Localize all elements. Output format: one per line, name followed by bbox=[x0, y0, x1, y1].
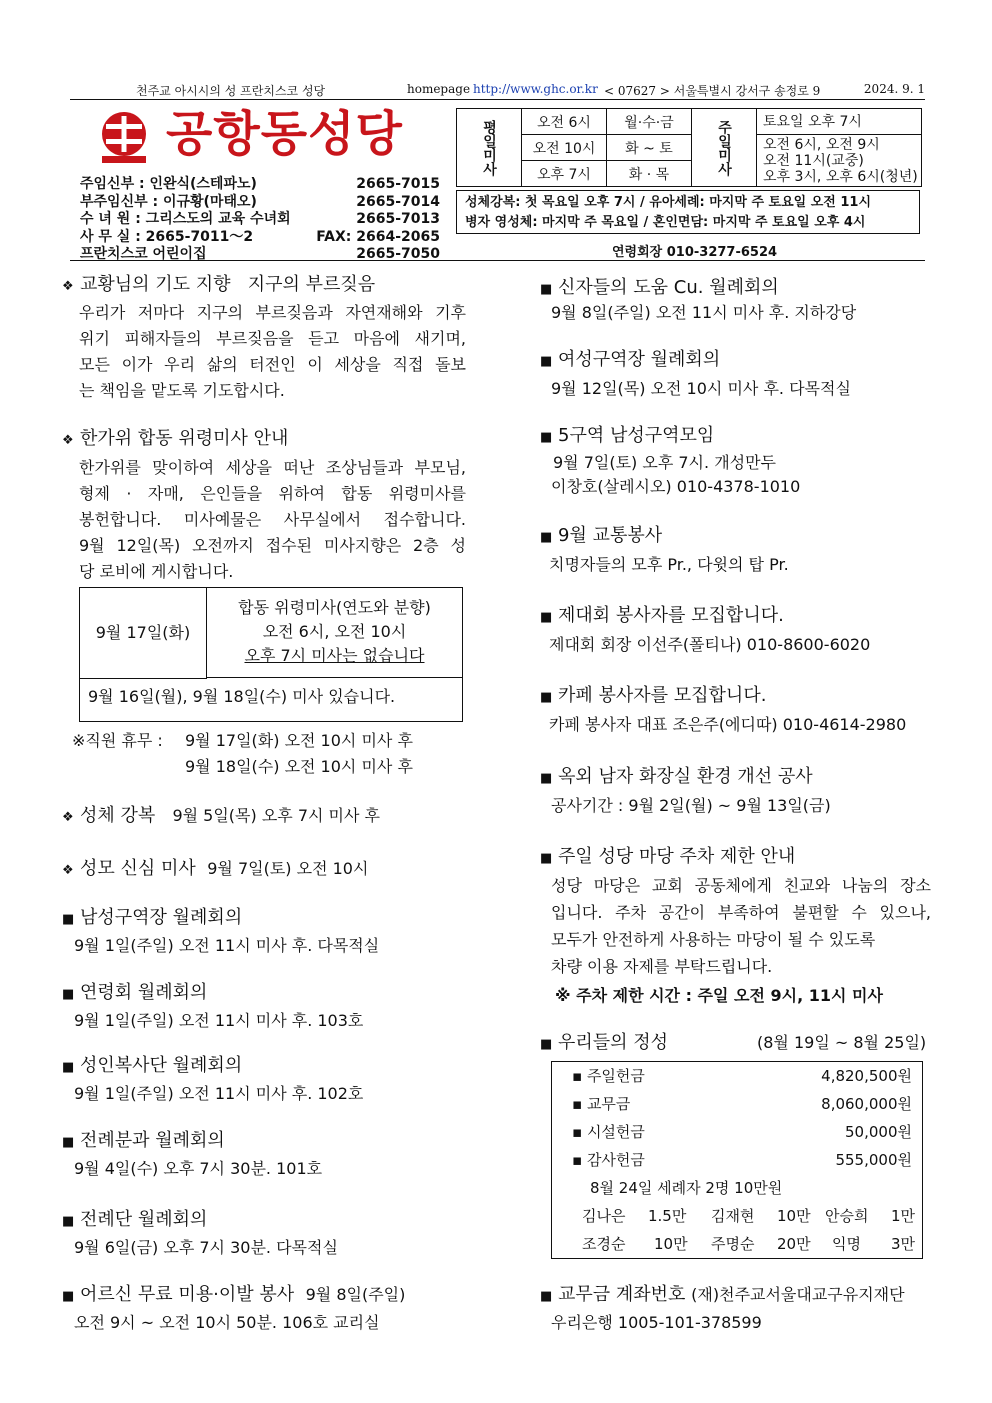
diamond-bullet-icon: ❖ bbox=[62, 863, 74, 878]
dot-bullet-icon: ▪ bbox=[572, 1095, 587, 1113]
offering-period: (8월 19일 ~ 8월 25일) bbox=[757, 1033, 927, 1052]
address: < 07627 > 서울특별시 강서구 송정로 9 bbox=[604, 84, 821, 98]
notice-heading: ■ 신자들의 도움 Cu. 월례회의 bbox=[540, 276, 779, 302]
square-bullet-icon: ■ bbox=[540, 610, 553, 625]
square-bullet-icon: ■ bbox=[62, 1289, 75, 1304]
sunday-mass-label: 주일미사 bbox=[692, 109, 757, 187]
notice-heading: ■ 여성구역장 월례회의 bbox=[540, 348, 720, 374]
header-rule bbox=[70, 260, 925, 261]
notice-heading: ■ 전례단 월례회의 bbox=[62, 1208, 207, 1234]
square-bullet-icon: ■ bbox=[540, 282, 553, 297]
sacrament-notice: 성체강복: 첫 목요일 오후 7시 / 유아세례: 마지막 주 토요일 오전 11시 병자 영성체: 마지막 주 목요일 / 혼인면담: 마지막 주 토요일 오후 4시 bbox=[456, 190, 920, 234]
notice-heading: ■ 전례분과 월례회의 bbox=[62, 1129, 225, 1155]
square-bullet-icon: ■ bbox=[540, 530, 553, 545]
diamond-bullet-icon: ❖ bbox=[62, 433, 74, 448]
square-bullet-icon: ■ bbox=[62, 987, 75, 1002]
dot-bullet-icon: ▪ bbox=[572, 1123, 587, 1141]
square-bullet-icon: ■ bbox=[540, 690, 553, 705]
clergy-row: 부주임신부 : 이규황(마태오) 2665-7014 bbox=[80, 193, 440, 210]
homepage-label: homepage bbox=[407, 82, 471, 96]
square-bullet-icon: ■ bbox=[540, 430, 553, 445]
memorial-heading: ❖ 한가위 합동 위령미사 안내 bbox=[62, 427, 288, 453]
altar-heading: ■ 제대회 봉사자를 모집합니다. bbox=[540, 604, 784, 630]
association-president: 연령회장 010-3277-6524 bbox=[612, 245, 778, 260]
traffic-heading: ■ 9월 교통봉사 bbox=[540, 524, 662, 550]
clergy-row: 수 녀 원 : 그리스도의 교육 수녀회 2665-7013 bbox=[80, 211, 440, 227]
parking-heading: ■ 주일 성당 마당 주차 제한 안내 bbox=[540, 845, 795, 871]
haircut-heading: ■ 어르신 무료 미용·이발 봉사 9월 8일(주일) bbox=[62, 1283, 405, 1309]
prayer-heading: ❖ 교황님의 기도 지향 지구의 부르짖음 bbox=[62, 273, 375, 299]
clergy-row: 사 무 실 : 2665-7011～2 FAX: 2664-2065 bbox=[80, 228, 440, 245]
cafe-heading: ■ 카페 봉사자를 모집합니다. bbox=[540, 684, 766, 710]
square-bullet-icon: ■ bbox=[540, 1037, 553, 1052]
notice-heading: ■ 남성구역장 월례회의 bbox=[62, 906, 242, 932]
memorial-mass-box: 9월 17일(화) 합동 위령미사(연도와 분향) 오전 6시, 오전 10시 오후 7시 미사는 없습니다 9월 16일(월), 9월 18일(수) 미사 있습니다. bbox=[79, 587, 463, 722]
notice-heading: ■ 연령회 월례회의 bbox=[62, 981, 207, 1007]
sunday-mass-times: 오전 6시, 오전 9시 오전 11시(교중) 오후 3시, 오후 6시(청년) bbox=[757, 135, 922, 187]
district5-heading: ■ 5구역 남성구역모임 bbox=[540, 424, 714, 450]
dot-bullet-icon: ▪ bbox=[572, 1067, 587, 1085]
page-title: 공항동성당 bbox=[166, 106, 403, 162]
benediction-heading: ❖ 성체 강복 9월 5일(목) 오후 7시 미사 후 bbox=[62, 804, 380, 830]
parish-name: 천주교 아시시의 성 프란치스코 성당 bbox=[136, 84, 326, 98]
square-bullet-icon: ■ bbox=[540, 1289, 553, 1304]
weekday-mass-label: 평일미사 bbox=[457, 109, 522, 187]
offering-row: ▪ 감사헌금 555,000원 bbox=[572, 1151, 912, 1169]
marian-mass-heading: ❖ 성모 신심 미사 9월 7일(토) 오전 10시 bbox=[62, 857, 368, 883]
parking-limit: ※ 주차 제한 시간 : 주일 오전 9시, 11시 미사 bbox=[555, 986, 883, 1005]
issue-date: 2024. 9. 1 bbox=[863, 82, 925, 96]
notice-heading: ■ 성인복사단 월례회의 bbox=[62, 1054, 242, 1080]
restroom-heading: ■ 옥외 남자 화장실 환경 개선 공사 bbox=[540, 765, 813, 791]
dot-bullet-icon: ▪ bbox=[572, 1151, 587, 1169]
square-bullet-icon: ■ bbox=[540, 851, 553, 866]
baptism-note: 8월 24일 세례자 2명 10만원 bbox=[590, 1179, 783, 1197]
clergy-contacts bbox=[80, 176, 450, 264]
offering-heading: ■ 우리들의 정성 bbox=[540, 1031, 668, 1057]
offering-row: ▪ 시설헌금 50,000원 bbox=[572, 1123, 912, 1141]
square-bullet-icon: ■ bbox=[62, 1060, 75, 1075]
diamond-bullet-icon: ❖ bbox=[62, 279, 74, 294]
top-rule bbox=[70, 99, 925, 100]
square-bullet-icon: ■ bbox=[62, 1214, 75, 1229]
square-bullet-icon: ■ bbox=[540, 354, 553, 369]
offering-box: ▪ 주일헌금 4,820,500원 ▪ 교무금 8,060,000원 ▪ 시설헌금 50,000원 ▪ 감사헌금 555,000원 8월 24일 세례자 2명 10만원 김나은 1.5만 김재현 10만 안승희 1만 조경순 10만 주명순 20만 익명 3만 bbox=[551, 1061, 923, 1259]
clergy-row: 주임신부 : 인완식(스테파노) 2665-7015 bbox=[80, 176, 440, 192]
offering-row: ▪ 교무금 8,060,000원 bbox=[572, 1095, 912, 1113]
offering-row: ▪ 주일헌금 4,820,500원 bbox=[572, 1067, 912, 1085]
square-bullet-icon: ■ bbox=[540, 771, 553, 786]
parish-logo-icon bbox=[96, 110, 152, 164]
account-heading: ■ 교무금 계좌번호 (재)천주교서울대교구유지재단 bbox=[540, 1283, 905, 1309]
square-bullet-icon: ■ bbox=[62, 912, 75, 927]
square-bullet-icon: ■ bbox=[62, 1135, 75, 1150]
homepage-link[interactable]: http://www.ghc.or.kr bbox=[473, 82, 598, 96]
mass-schedule-table: 평일미사 오전 6시 월·수·금 주일미사 토요일 오후 7시 오전 10시 화 ~ 토 오전 6시, 오전 9시 오전 11시(교중) 오후 3시, 오후 6시(청년) 오후 7시 화 · 목 bbox=[456, 108, 922, 187]
diamond-bullet-icon: ❖ bbox=[62, 810, 74, 825]
clergy-row: 프란치스코 어린이집 2665-7050 bbox=[80, 246, 440, 262]
